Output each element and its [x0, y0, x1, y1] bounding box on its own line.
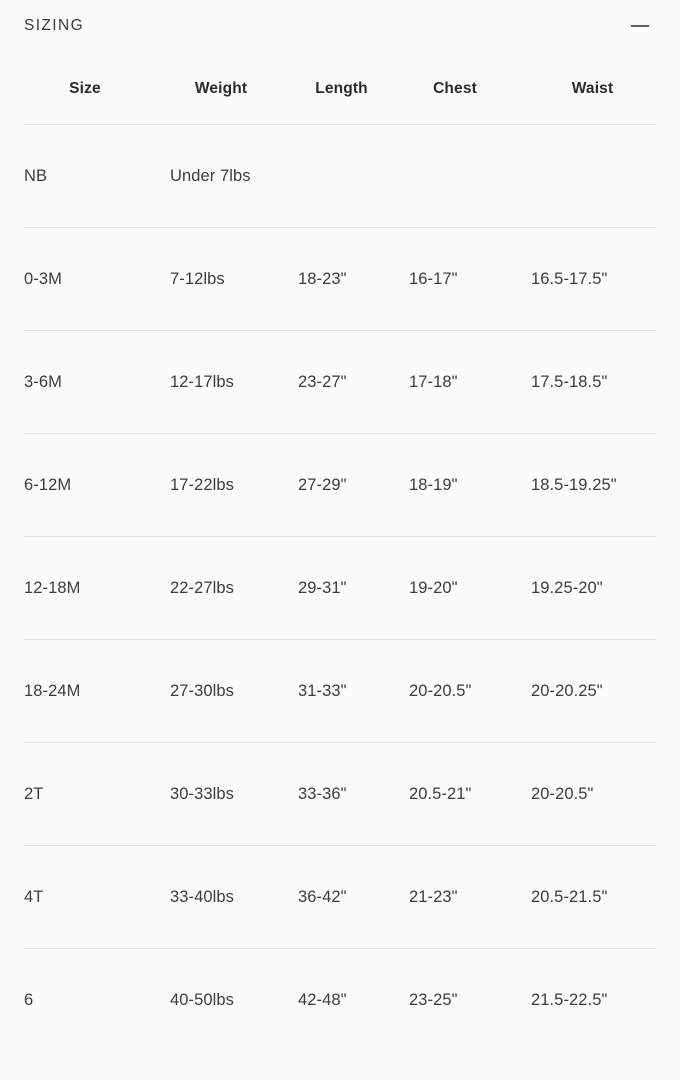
cell-weight: 33-40lbs: [146, 846, 274, 949]
cell-size: NB: [24, 125, 146, 228]
table-row: [24, 743, 656, 846]
cell-length: 23-27": [274, 331, 387, 434]
column-header-size: Size: [69, 80, 101, 97]
cell-length: 33-36": [274, 743, 387, 846]
table-row: [24, 949, 656, 1052]
cell-waist: 20-20.5": [505, 743, 656, 846]
cell-waist: 18.5-19.25": [505, 434, 656, 537]
cell-length: 42-48": [274, 949, 387, 1052]
cell-chest: 18-19": [387, 434, 505, 537]
cell-weight: 40-50lbs: [146, 949, 274, 1052]
column-header-length: Length: [315, 80, 368, 97]
cell-chest: [387, 125, 505, 228]
cell-waist: 20.5-21.5": [505, 846, 656, 949]
cell-length: 27-29": [274, 434, 387, 537]
table-header-row: [24, 70, 656, 125]
cell-waist: 20-20.25": [505, 640, 656, 743]
cell-length: 36-42": [274, 846, 387, 949]
page-title: SIZING: [24, 17, 85, 34]
cell-weight: 30-33lbs: [146, 743, 274, 846]
cell-size: 18-24M: [24, 640, 146, 743]
cell-size: 4T: [24, 846, 146, 949]
table-row: [24, 125, 656, 228]
table-row: [24, 846, 656, 949]
cell-length: 29-31": [274, 537, 387, 640]
cell-chest: 23-25": [387, 949, 505, 1052]
minus-icon[interactable]: [626, 12, 654, 40]
cell-chest: 16-17": [387, 228, 505, 331]
cell-weight: 27-30lbs: [146, 640, 274, 743]
cell-size: 6-12M: [24, 434, 146, 537]
cell-chest: 20.5-21": [387, 743, 505, 846]
cell-size: 2T: [24, 743, 146, 846]
table-row: [24, 331, 656, 434]
cell-weight: 12-17lbs: [146, 331, 274, 434]
cell-length: 31-33": [274, 640, 387, 743]
table-row: [24, 640, 656, 743]
cell-size: 12-18M: [24, 537, 146, 640]
table-row: [24, 228, 656, 331]
column-header-weight: Weight: [194, 80, 248, 97]
cell-length: [274, 125, 387, 228]
cell-length: 18-23": [274, 228, 387, 331]
cell-weight: 7-12lbs: [146, 228, 274, 331]
cell-weight: Under 7lbs: [146, 125, 274, 228]
cell-chest: 17-18": [387, 331, 505, 434]
cell-weight: 22-27lbs: [146, 537, 274, 640]
table-header: [24, 70, 656, 125]
cell-chest: 21-23": [387, 846, 505, 949]
cell-waist: 19.25-20": [505, 537, 656, 640]
cell-waist: 21.5-22.5": [505, 949, 656, 1052]
cell-chest: 20-20.5": [387, 640, 505, 743]
column-header-chest: Chest: [433, 80, 477, 97]
cell-waist: 16.5-17.5": [505, 228, 656, 331]
table-body: [24, 125, 656, 1052]
table-row: [24, 537, 656, 640]
cell-waist: [505, 125, 656, 228]
sizing-section-header[interactable]: [24, 0, 656, 46]
column-header-waist: Waist: [571, 80, 614, 97]
cell-size: 3-6M: [24, 331, 146, 434]
cell-chest: 19-20": [387, 537, 505, 640]
cell-size: 6: [24, 949, 146, 1052]
table-row: [24, 434, 656, 537]
cell-waist: 17.5-18.5": [505, 331, 656, 434]
sizing-table: [24, 70, 656, 1051]
cell-weight: 17-22lbs: [146, 434, 274, 537]
cell-size: 0-3M: [24, 228, 146, 331]
